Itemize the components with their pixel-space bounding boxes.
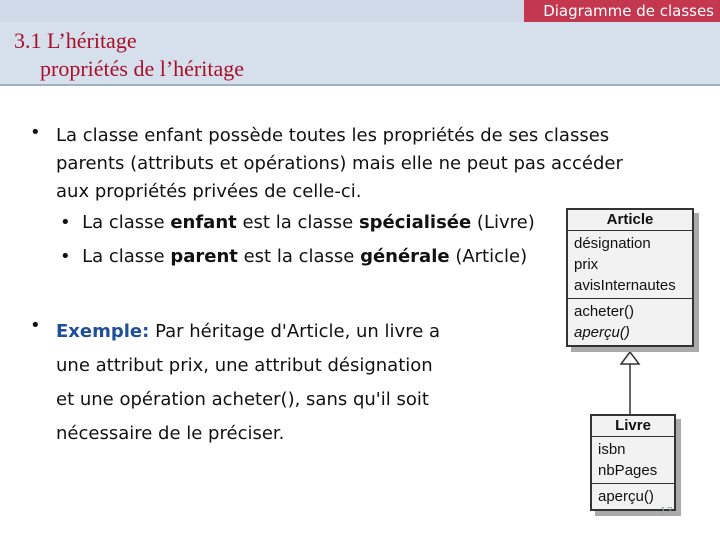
uml-class-livre — [590, 414, 676, 511]
uml-class-name: Article — [568, 210, 692, 231]
bullet-icon: • — [30, 315, 41, 336]
text: Par héritage d'Article, un livre a — [149, 321, 441, 342]
bullet-icon: • — [60, 212, 83, 233]
uml-attributes — [592, 437, 674, 484]
uml-operation: aperçu() — [598, 488, 654, 505]
paragraph-line: nécessaire de le préciser. — [56, 423, 285, 444]
uml-class-name: Livre — [592, 416, 674, 437]
paragraph-line: La classe enfant possède toutes les propriétés de ses classes — [56, 125, 610, 146]
arrow-head-icon — [621, 352, 639, 364]
slide-title: 3.1 L’héritage — [14, 28, 137, 53]
uml-attribute: prix — [574, 256, 599, 273]
page-number: 17 — [660, 506, 673, 517]
text: (Article) — [449, 246, 528, 267]
slide-subtitle: propriétés de l’héritage — [40, 56, 245, 81]
uml-class-article — [566, 208, 694, 347]
paragraph-line: une attribut prix, une attribut désignation — [56, 355, 433, 376]
slide-header — [0, 22, 720, 86]
sub-bullet-parent — [60, 246, 527, 267]
uml-attributes — [568, 231, 692, 299]
paragraph-line — [30, 315, 480, 349]
bullet-icon: • — [60, 246, 83, 267]
uml-attribute: désignation — [574, 235, 651, 252]
uml-operation: acheter() — [574, 303, 635, 320]
paragraph-line: aux propriétés privées de celle-ci. — [56, 181, 362, 202]
uml-attribute: isbn — [598, 441, 626, 458]
keyword: spécialisée — [358, 212, 472, 233]
top-bar — [0, 0, 720, 22]
paragraph-inheritance — [30, 122, 670, 206]
paragraph-example — [30, 315, 480, 451]
section-title: Diagramme de classes — [543, 2, 714, 20]
text: est la classe — [237, 246, 361, 267]
text: est la classe — [236, 212, 359, 233]
inheritance-arrow — [600, 340, 660, 420]
keyword: parent — [170, 246, 238, 267]
keyword: générale — [360, 246, 450, 267]
text: La classe — [82, 212, 171, 233]
paragraph-line: parents (attributs et opérations) mais elle ne peut pas accéder — [56, 153, 623, 174]
bullet-icon: • — [30, 122, 41, 143]
example-label: Exemple: — [56, 321, 150, 342]
uml-attribute: avisInternautes — [574, 277, 676, 294]
text: La classe — [82, 246, 171, 267]
text: (Livre) — [471, 212, 535, 233]
uml-operation: aperçu() — [574, 324, 630, 341]
paragraph-line: et une opération acheter(), sans qu'il soit — [56, 389, 429, 410]
uml-attribute: nbPages — [598, 462, 658, 479]
sub-bullet-child — [60, 212, 535, 233]
keyword: enfant — [170, 212, 237, 233]
uml-operations — [568, 299, 692, 345]
